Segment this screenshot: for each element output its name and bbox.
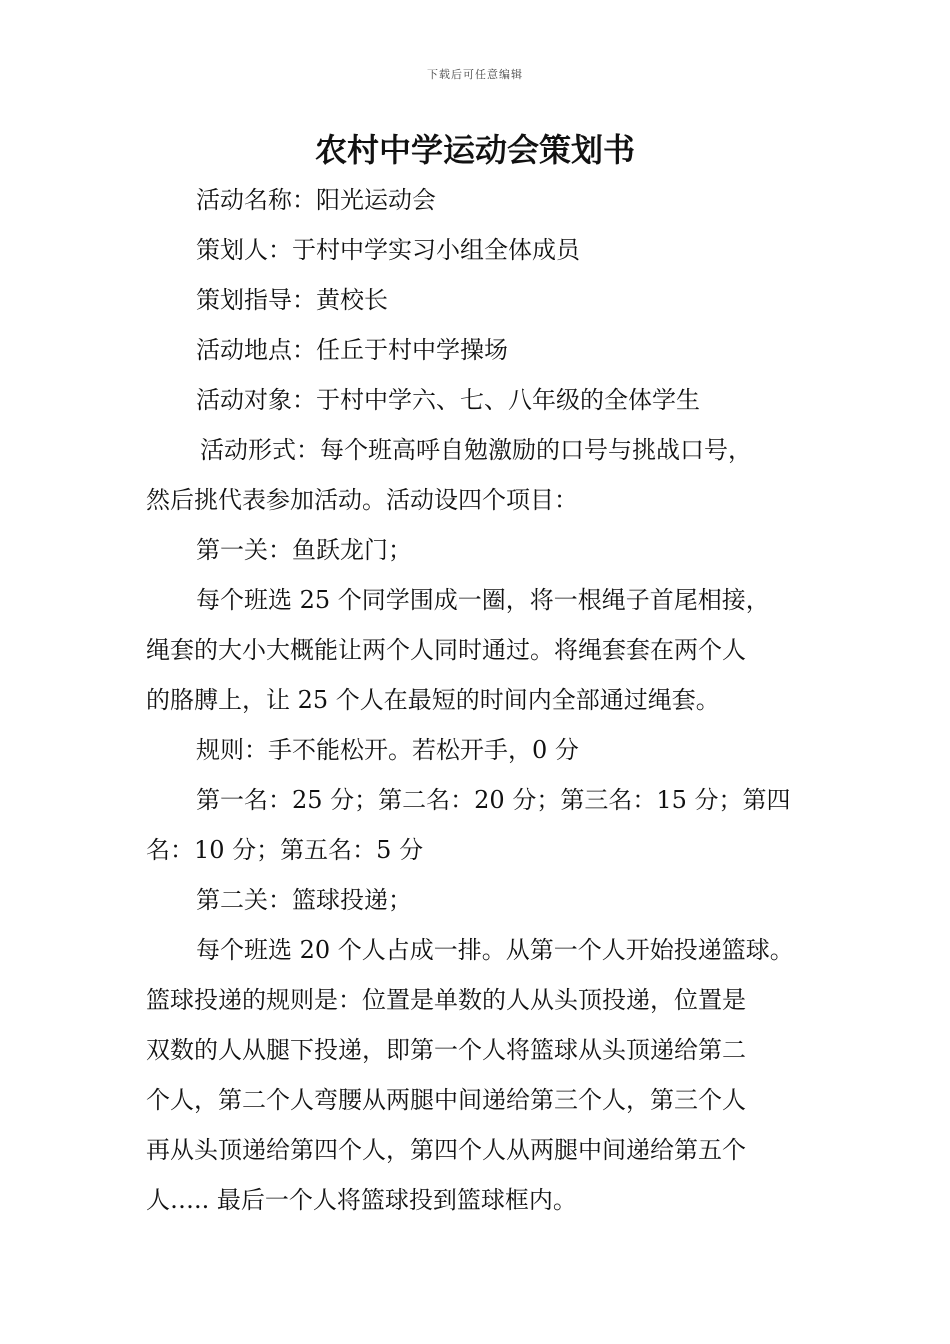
document-title: 农村中学运动会策划书 [314, 131, 635, 169]
stage-one-heading: 第一关：鱼跃龙门； [196, 536, 412, 564]
stage-one-rule: 规则：手不能松开。若松开手，0 分 [196, 736, 579, 764]
stage-two-text: 每个班选 20 个人占成一排。从第一个人开始投递篮球。 [196, 936, 794, 964]
stage-one-scoring: 第一名：25 分；第二名：20 分；第三名：15 分；第四 [196, 786, 791, 814]
planner-line: 策划人：于村中学实习小组全体成员 [196, 236, 580, 264]
location-line: 活动地点：任丘于村中学操场 [196, 336, 508, 364]
page-header-note: 下载后可任意编辑 [427, 68, 523, 81]
stage-two-text: 个人，第二个人弯腰从两腿中间递给第三个人，第三个人 [146, 1086, 746, 1114]
stage-one-text: 每个班选 25 个同学围成一圈，将一根绳子首尾相接， [196, 586, 770, 614]
stage-two-text: 再从头顶递给第四个人，第四个人从两腿中间递给第五个 [146, 1136, 746, 1164]
stage-one-scoring: 名：10 分；第五名：5 分 [146, 836, 424, 864]
stage-one-text: 的胳膊上，让 25 个人在最短的时间内全部通过绳套。 [146, 686, 720, 714]
stage-two-text: 双数的人从腿下投递，即第一个人将篮球从头顶递给第二 [146, 1036, 746, 1064]
format-line: 活动形式：每个班高呼自勉激励的口号与挑战口号， [200, 436, 752, 464]
stage-two-text: 篮球投递的规则是：位置是单数的人从头顶投递，位置是 [146, 986, 746, 1014]
stage-two-heading: 第二关：篮球投递； [196, 886, 412, 914]
stage-one-text: 绳套的大小大概能让两个人同时通过。将绳套套在两个人 [146, 636, 746, 664]
stage-two-text: 人….. 最后一个人将篮球投到篮球框内。 [146, 1186, 577, 1214]
advisor-line: 策划指导：黄校长 [196, 286, 388, 314]
activity-name-line: 活动名称：阳光运动会 [196, 186, 436, 214]
format-line-continued: 然后挑代表参加活动。活动设四个项目： [146, 486, 578, 514]
participants-line: 活动对象：于村中学六、七、八年级的全体学生 [196, 386, 700, 414]
document-body [146, 175, 826, 1225]
